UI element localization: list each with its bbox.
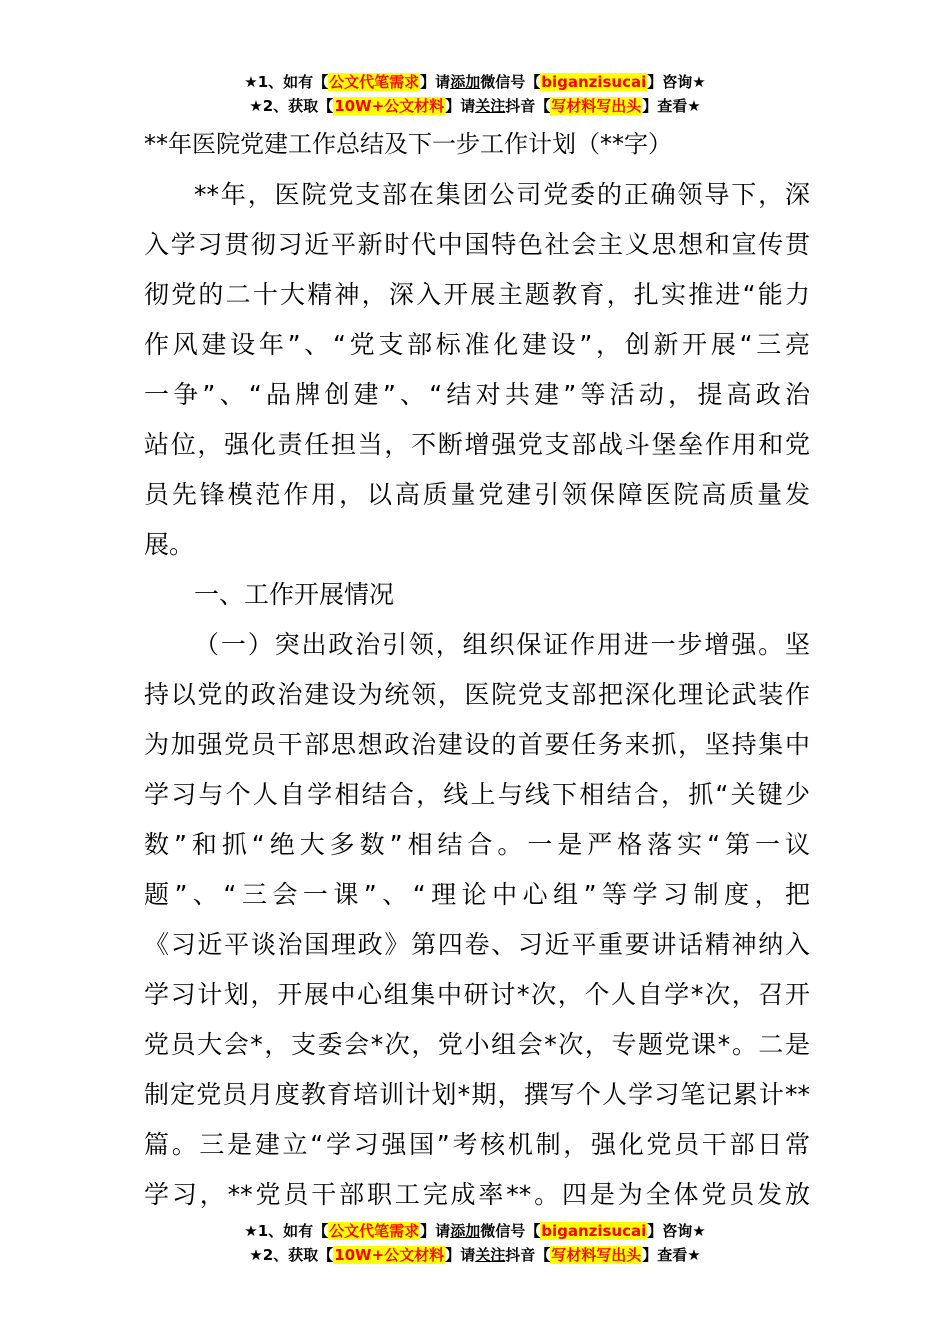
promo-line-2-suffix: 】查看★ (642, 97, 701, 115)
promo-line-1-emph: 添加 (450, 1222, 481, 1240)
body-line: 学习计划，开展中心组集中研讨*次，个人自学*次，召开 (144, 980, 810, 1009)
promo-line-2 (0, 1243, 950, 1267)
body-line: **年，医院党支部在集团公司党委的正确领导下，深 (194, 180, 810, 209)
promo-line-2-emph: 关注 (475, 1246, 506, 1264)
promo-tag-douyin-id: 写材料写出头 (551, 1246, 642, 1264)
promo-line-1-prefix: ★1、如有【 (244, 73, 329, 91)
promo-tag-ghostwriting: 公文代笔需求 (329, 73, 420, 91)
section-heading: 一、工作开展情况 (194, 580, 395, 609)
promo-line-1-mid2: 微信号【 (480, 1222, 541, 1240)
document-body (144, 170, 810, 1220)
bottom-promo-banner (0, 1219, 950, 1267)
promo-line-1-suffix: 】咨询★ (647, 73, 706, 91)
body-line: 《习近平谈治国理政》第四卷、习近平重要讲话精神纳入 (144, 930, 810, 959)
promo-line-1-mid1: 】请 (420, 1222, 451, 1240)
body-line: （一）突出政治引领，组织保证作用进一步增强。坚 (194, 630, 810, 659)
promo-line-2-prefix: ★2、获取【 (249, 97, 334, 115)
body-line: 学习，**党员干部职工完成率**。四是为全体党员发放 (144, 1180, 810, 1209)
promo-line-2-suffix: 】查看★ (642, 1246, 701, 1264)
body-line: 学习与个人自学相结合，线上与线下相结合，抓“关键少 (144, 780, 810, 809)
body-line: 入学习贯彻习近平新时代中国特色社会主义思想和宣传贯 (144, 230, 810, 259)
promo-tag-wechat-id: biganzisucai (541, 1222, 647, 1240)
body-line: 站位，强化责任担当，不断增强党支部战斗堡垒作用和党 (144, 430, 810, 459)
body-line: 持以党的政治建设为统领，医院党支部把深化理论武装作 (144, 680, 810, 709)
top-promo-banner (0, 70, 950, 118)
promo-tag-wechat-id: biganzisucai (541, 73, 647, 91)
promo-tag-materials: 10W+公文材料 (334, 97, 445, 115)
promo-line-2-mid1: 】请 (445, 1246, 476, 1264)
promo-line-1 (0, 70, 950, 94)
promo-tag-ghostwriting: 公文代笔需求 (329, 1222, 420, 1240)
promo-line-2 (0, 94, 950, 118)
body-line: 展。 (144, 530, 195, 559)
promo-line-2-emph: 关注 (475, 97, 506, 115)
body-line: 彻党的二十大精神，深入开展主题教育，扎实推进“能力 (144, 280, 810, 309)
body-line: 一争”、“品牌创建”、“结对共建”等活动，提高政治 (144, 380, 810, 409)
body-line: 题”、“三会一课”、“理论中心组”等学习制度，把 (144, 880, 810, 909)
promo-tag-douyin-id: 写材料写出头 (551, 97, 642, 115)
promo-line-2-mid2: 抖音【 (505, 97, 551, 115)
promo-line-2-mid1: 】请 (445, 97, 476, 115)
body-line: 数”和抓“绝大多数”相结合。一是严格落实“第一议 (144, 830, 810, 859)
promo-line-2-prefix: ★2、获取【 (249, 1246, 334, 1264)
promo-line-2-mid2: 抖音【 (505, 1246, 551, 1264)
document-title: **年医院党建工作总结及下一步工作计划（**字） (144, 130, 672, 158)
body-line: 员先锋模范作用，以高质量党建引领保障医院高质量发 (144, 480, 810, 509)
body-line: 篇。三是建立“学习强国”考核机制，强化党员干部日常 (144, 1130, 810, 1159)
promo-tag-materials: 10W+公文材料 (334, 1246, 445, 1264)
body-line: 作风建设年”、“党支部标准化建设”，创新开展“三亮 (144, 330, 810, 359)
promo-line-1-mid1: 】请 (420, 73, 451, 91)
body-line: 为加强党员干部思想政治建设的首要任务来抓，坚持集中 (144, 730, 810, 759)
body-line: 党员大会*，支委会*次，党小组会*次，专题党课*。二是 (144, 1030, 810, 1059)
promo-line-1-suffix: 】咨询★ (647, 1222, 706, 1240)
promo-line-1-prefix: ★1、如有【 (244, 1222, 329, 1240)
promo-line-1-mid2: 微信号【 (480, 73, 541, 91)
promo-line-1-emph: 添加 (450, 73, 481, 91)
promo-line-1 (0, 1219, 950, 1243)
body-line: 制定党员月度教育培训计划*期，撰写个人学习笔记累计** (144, 1080, 810, 1109)
